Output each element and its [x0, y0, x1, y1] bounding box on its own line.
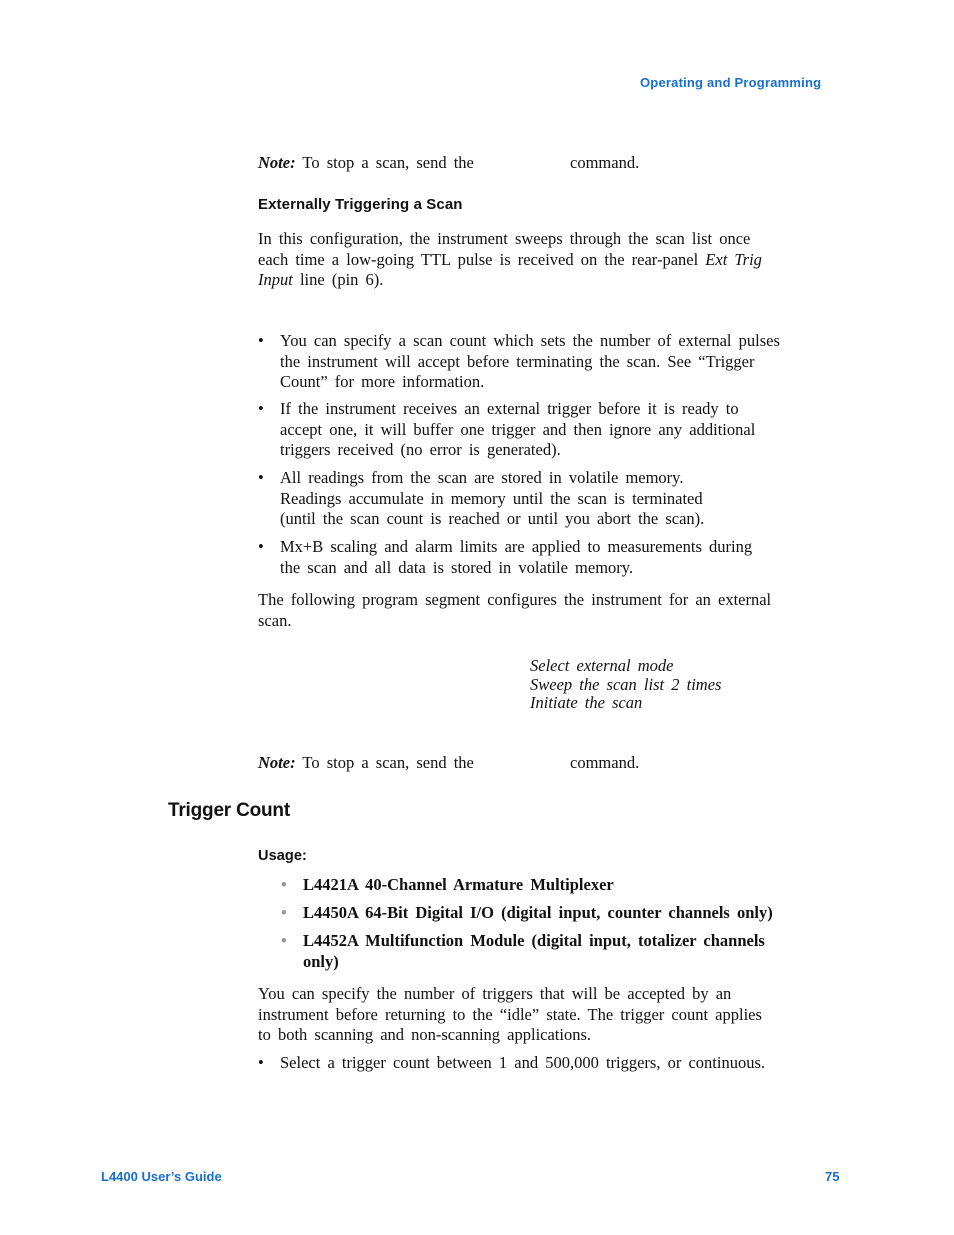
- usage-item: [281, 931, 861, 973]
- usage-item-text: L4450A 64-Bit Digital I/O (digital input, counter channels only): [303, 903, 773, 922]
- page-number: 75: [825, 1169, 840, 1184]
- para-line: The following program segment configures the instrument for an external: [258, 590, 772, 609]
- bullet-dot-icon: •: [281, 903, 287, 922]
- para-italic: Ext Trig: [705, 249, 762, 269]
- bullet-dot-icon: •: [258, 399, 264, 418]
- note-text-after: command.: [570, 153, 640, 172]
- note-text-before: To stop a scan, send the: [302, 153, 474, 172]
- note-text-after: command.: [570, 753, 640, 772]
- bullet-line: All readings from the scan are stored in volatile memory.: [280, 468, 684, 487]
- bullet-text: [280, 331, 780, 393]
- para-line: [258, 250, 858, 271]
- usage-item-text: L4421A 40-Channel Armature Multiplexer: [303, 875, 614, 894]
- para-line: You can specify the number of triggers that will be accepted by an: [258, 984, 732, 1003]
- bullet-dot-icon: •: [281, 931, 287, 950]
- para-line: [258, 270, 858, 291]
- para-text: line (pin 6).: [299, 270, 384, 289]
- code-comment: Select external mode: [530, 656, 674, 675]
- bullet-line: (until the scan count is reached or until you abort the scan).: [280, 509, 705, 528]
- code-comment: Sweep the scan list 2 times: [530, 674, 722, 694]
- para-text: each time a low-going TTL pulse is received on the rear-panel: [258, 249, 699, 269]
- trigger-count-paragraph: [258, 984, 858, 1046]
- bullet-line: accept one, it will buffer one trigger and then ignore any additional: [280, 419, 756, 439]
- para-line: instrument before returning to the “idle” state. The trigger count applies: [258, 1004, 762, 1024]
- para-line: In this configuration, the instrument sweeps through the scan list once: [258, 229, 751, 248]
- bullet-item: [258, 331, 858, 393]
- section-heading-trigger-count: Trigger Count: [168, 800, 290, 821]
- bullet-item: [258, 399, 858, 461]
- bullet-item: [258, 1053, 858, 1075]
- bullet-line: triggers received (no error is generated).: [280, 440, 561, 459]
- note-text-before: To stop a scan, send the: [302, 753, 474, 772]
- code-comments: [530, 657, 850, 713]
- note-label: Note:: [258, 153, 296, 172]
- bullet-dot-icon: •: [258, 1053, 264, 1072]
- code-comment: Initiate the scan: [530, 693, 643, 712]
- running-header: Operating and Programming: [640, 75, 822, 90]
- usage-item: [281, 903, 861, 925]
- bullet-dot-icon: •: [281, 875, 287, 894]
- note-1: [258, 153, 858, 174]
- para-italic: Input: [258, 270, 293, 289]
- footer-title: L4400 User’s Guide: [101, 1169, 222, 1184]
- note-2: [258, 753, 858, 774]
- bullet-line: Count” for more information.: [280, 372, 485, 391]
- section-heading-ext-trigger: Externally Triggering a Scan: [258, 196, 463, 213]
- program-paragraph: [258, 590, 858, 631]
- bullet-line: If the instrument receives an external trigger before it is ready to: [280, 399, 739, 418]
- bullet-line: the scan and all data is stored in volatile memory.: [280, 557, 634, 577]
- bullet-line: the instrument will accept before terminating the scan. See “Trigger: [280, 351, 755, 371]
- ext-trigger-paragraph: [258, 229, 858, 291]
- bullet-line: You can specify a scan count which sets the number of external pulses: [280, 331, 780, 350]
- bullet-text: [280, 399, 755, 461]
- bullet-line: Mx+B scaling and alarm limits are applied to measurements during: [280, 537, 753, 556]
- usage-item: [281, 875, 861, 897]
- para-line: to both scanning and non-scanning applications.: [258, 1025, 592, 1044]
- usage-item-text: [303, 931, 765, 972]
- bullet-item: [258, 468, 858, 530]
- usage-line: L4452A Multifunction Module (digital input, totalizer channels: [303, 931, 765, 950]
- usage-label: Usage:: [258, 848, 307, 864]
- para-line: scan.: [258, 610, 292, 630]
- note-label: Note:: [258, 753, 296, 772]
- bullet-dot-icon: •: [258, 537, 264, 556]
- bullet-text: [280, 468, 704, 530]
- bullet-text: [280, 537, 752, 578]
- bullet-dot-icon: •: [258, 468, 264, 487]
- bullet-text: Select a trigger count between 1 and 500,000 triggers, or continuous.: [280, 1053, 766, 1072]
- bullet-item: [258, 537, 858, 579]
- bullet-line: Readings accumulate in memory until the scan is terminated: [280, 488, 703, 508]
- usage-line: only): [303, 951, 339, 971]
- bullet-dot-icon: •: [258, 331, 264, 350]
